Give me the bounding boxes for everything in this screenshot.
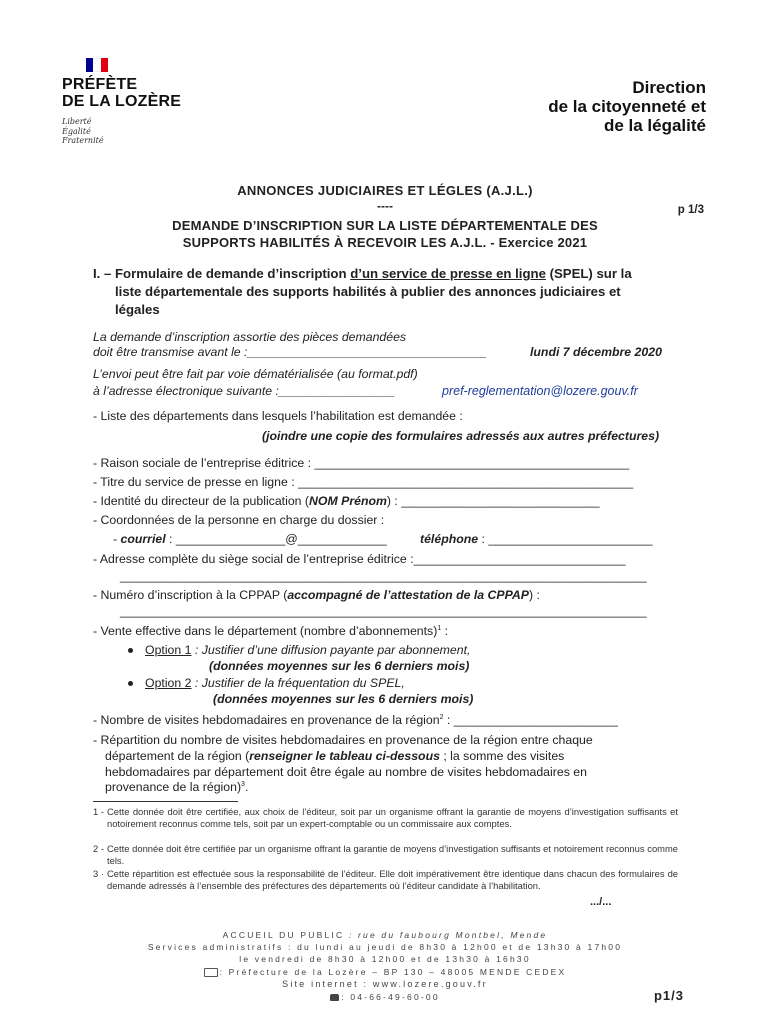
bullet-icon <box>128 681 133 686</box>
telephone-label: téléphone <box>420 532 479 546</box>
repartition-footnote-ref: 3 <box>241 780 245 788</box>
visites-field[interactable] <box>93 713 618 727</box>
document-title: ANNONCES JUDICIAIRES ET LÉGLES (A.J.L.) <box>237 183 533 198</box>
footnote-3 <box>93 868 678 891</box>
motto-liberte: Liberté <box>62 117 92 126</box>
footnote-1 <box>93 806 678 829</box>
vente-text: - Vente effective dans le département (nombre d’abonnements) <box>93 624 438 638</box>
courriel-field[interactable] <box>113 532 387 546</box>
cppap-bold: accompagné de l’attestation de la CPPAP <box>287 588 530 602</box>
footer-site[interactable]: Site internet : www.lozere.gouv.fr <box>282 979 488 989</box>
email-link[interactable]: pref-reglementation@lozere.gouv.fr <box>442 384 638 398</box>
section-underlined: d’un service de presse en ligne <box>350 266 546 281</box>
coordonnees-label: - Coordonnées de la personne en charge du dossier : <box>93 513 385 527</box>
footnote-1-text: Cette donnée doit être certifiée, aux choix de l’éditeur, soit par un organisme offrant la garantie de moyens d’investigation suffisants et notoirement reconnus comme tels, soit par un expert-comptable ou un commissaire aux comptes. <box>107 806 678 829</box>
continuation-mark: .../... <box>590 896 612 908</box>
option1-text: : Justifier d’une diffusion payante par abonnement, <box>191 643 471 657</box>
identite-field[interactable] <box>93 494 600 508</box>
option1-label: Option 1 <box>145 643 192 657</box>
telephone-blank: : ________________________ <box>478 532 653 546</box>
option1-item <box>128 643 470 657</box>
direction-line1: Direction <box>632 78 706 97</box>
courriel-dash: - <box>113 532 121 546</box>
cppap-field[interactable] <box>93 588 540 602</box>
footer-vendredi: le vendredi de 8h30 à 12h00 et de 13h30 à 16h30 <box>239 954 531 964</box>
mail-icon <box>204 968 218 977</box>
footer-postal <box>0 967 770 977</box>
deadline-label: doit être transmise avant le :___________________________________ <box>93 345 487 359</box>
repartition-line2b: renseigner le tableau ci-dessous <box>249 749 440 763</box>
direction-heading <box>548 78 706 135</box>
vente-label <box>93 624 448 638</box>
footer-services <box>0 942 770 952</box>
page-reference-top: p 1/3 <box>677 204 704 216</box>
repartition-end: . <box>244 780 249 794</box>
direction-line2: de la citoyenneté et <box>548 97 706 116</box>
adresse-field-cont[interactable]: _____________________________________________________________________________ <box>120 569 647 583</box>
republic-motto <box>62 117 104 146</box>
motto-fraternite: Fraternité <box>62 136 104 145</box>
subtitle-line2: SUPPORTS HABILITÉS À RECEVOIR LES A.J.L. - Exercice 2021 <box>182 235 588 250</box>
prefecture-name <box>62 76 181 110</box>
repartition-line2a: département de la région ( <box>105 749 250 763</box>
section-line3: légales <box>115 302 160 317</box>
bullet-icon <box>128 648 133 653</box>
flag-red-band <box>101 58 108 72</box>
identite-prefix: - Identité du directeur de la publication ( <box>93 494 310 508</box>
vente-footnote-ref: 1 <box>437 624 442 632</box>
footer-accueil <box>0 930 770 940</box>
repartition-line3: hebdomadaires par département doit être égale au nombre de visites hebdomadaires en <box>105 765 587 779</box>
footnote-2 <box>93 843 678 866</box>
motto-egalite: Égalité <box>62 126 91 136</box>
footer-services-text: : du lundi au jeudi de 8h30 à 12h00 et de 13h30 à 17h00 <box>283 942 623 952</box>
courriel-blank: : ________________@_____________ <box>165 532 387 546</box>
visites-blank: : ________________________ <box>443 713 618 727</box>
email-line1: L’envoi peut être fait par voie dématérialisée (au format.pdf) <box>93 367 418 381</box>
page-number-bottom: p1/3 <box>653 988 684 1003</box>
phone-icon <box>330 994 339 1001</box>
footer-postal-text: : Préfecture de la Lozère – BP 130 – 48005 MENDE CEDEX <box>219 967 567 977</box>
flag-blue-band <box>86 58 93 72</box>
courriel-label: courriel <box>120 532 166 546</box>
cppap-suffix: ) : <box>529 588 540 602</box>
identite-bold: NOM Prénom <box>309 494 387 508</box>
republique-flag-logo <box>86 58 108 72</box>
telephone-field[interactable] <box>420 532 652 546</box>
repartition-line4 <box>105 780 248 794</box>
footnote-2-text: Cette donnée doit être certifiée par un organisme offrant la garantie de moyens d’investigation suffisants et notoirement reconnus comme tels. <box>107 843 678 866</box>
option2-label: Option 2 <box>145 676 192 690</box>
departements-label: - Liste des départements dans lesquels l’habilitation est demandée : <box>93 409 463 423</box>
cppap-field-cont[interactable]: _____________________________________________________________________________ <box>120 604 647 618</box>
section-line2: liste départementale des supports habilités à publier des annonces judiciaires et <box>115 284 621 299</box>
repartition-line4-text: provenance de la région) <box>105 780 242 794</box>
title-separator: ---- <box>377 199 393 213</box>
option2-note: (données moyennes sur les 6 derniers mois) <box>213 692 474 706</box>
repartition-line1: - Répartition du nombre de visites hebdomadaires en provenance de la région entre chaque <box>93 733 593 747</box>
cppap-prefix: - Numéro d’inscription à la CPPAP ( <box>93 588 288 602</box>
raison-sociale-field[interactable]: - Raison sociale de l’entreprise éditrice : ______________________________________________ <box>93 456 630 470</box>
repartition-line2c: ; la somme des visites <box>439 749 565 763</box>
deadline-line2 <box>93 345 487 359</box>
repartition-line2 <box>105 749 564 763</box>
section-suffix: (SPEL) sur la <box>545 266 632 281</box>
footnote-divider <box>93 801 238 802</box>
document-subtitle <box>0 217 770 251</box>
deadline-line1: La demande d’inscription assortie des pièces demandées <box>93 330 407 344</box>
option2-item <box>128 676 405 690</box>
prefecture-line1: PRÉFÈTE <box>62 76 138 93</box>
deadline-date: lundi 7 décembre 2020 <box>530 345 662 359</box>
footer-accueil-label: ACCUEIL DU PUBLIC <box>222 930 345 940</box>
direction-line3: de la légalité <box>603 116 706 135</box>
email-line2: à l’adresse électronique suivante :_________________ <box>93 384 396 398</box>
section-prefix: I. – Formulaire de demande d’inscription <box>93 266 351 281</box>
option2-text: : Justifier de la fréquentation du SPEL, <box>191 676 405 690</box>
footnote-2-number: 2 - <box>93 843 104 854</box>
footnote-3-number: 3 · <box>93 868 104 879</box>
vente-end: : <box>441 624 449 638</box>
visites-text: - Nombre de visites hebdomadaires en provenance de la région <box>93 713 440 727</box>
footnote-1-number: 1 - <box>93 806 104 817</box>
visites-footnote-ref: 2 <box>439 713 444 721</box>
titre-service-field[interactable]: - Titre du service de presse en ligne : _________________________________________________ <box>93 475 634 489</box>
footer-services-label: Services administratifs <box>147 942 284 952</box>
prefecture-line2: DE LA LOZÈRE <box>62 93 182 110</box>
subtitle-line1: DEMANDE D’INSCRIPTION SUR LA LISTE DÉPARTEMENTALE DES <box>172 218 598 233</box>
flag-white-band <box>93 58 100 72</box>
footnote-3-text: Cette répartition est effectuée sous la responsabilité de l’éditeur. Elle doit impérativement être identique dans chacun des formulaires de demande adressés à l’ensemble des préfectures des départements où l’éditeur candidate à l’habilitation. <box>107 868 678 891</box>
option1-note: (données moyennes sur les 6 derniers mois) <box>209 659 470 673</box>
adresse-field[interactable]: - Adresse complète du siège social de l’entreprise éditrice :_______________________________ <box>93 552 626 566</box>
identite-suffix: ) : _____________________________ <box>386 494 600 508</box>
footer-accueil-text: : rue du faubourg Montbel, Mende <box>344 930 548 940</box>
section-heading <box>93 265 693 319</box>
footer-phone-text: : 04-66-49-60-00 <box>341 992 440 1002</box>
departements-note: (joindre une copie des formulaires adressés aux autres préfectures) <box>262 429 660 443</box>
